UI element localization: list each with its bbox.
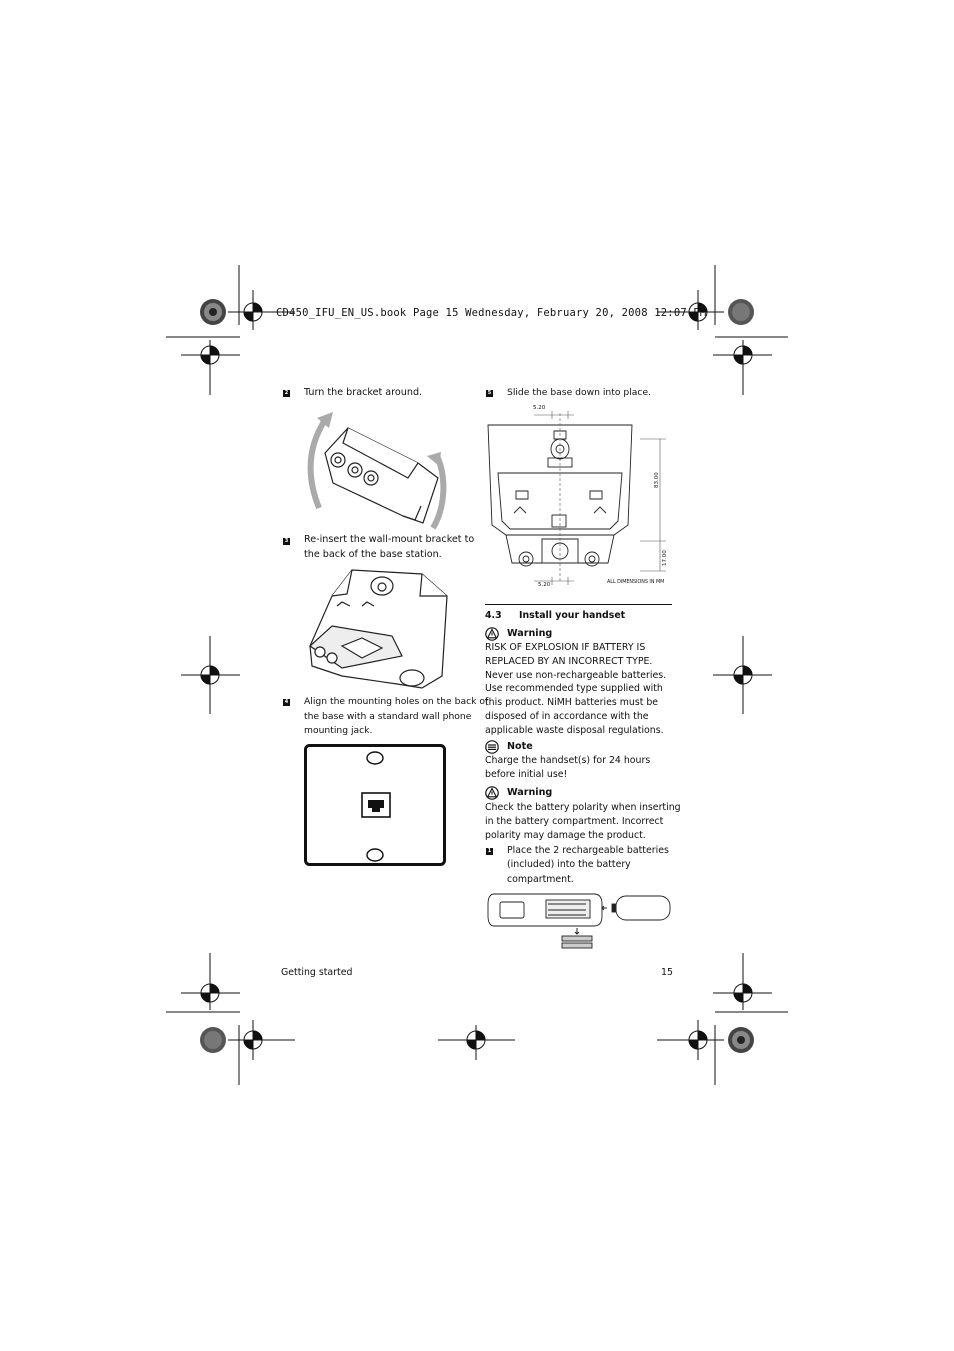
step-3-line-1: Re-insert the wall-mount bracket to xyxy=(304,534,475,545)
dimension-note: ALL DIMENSIONS IN MM xyxy=(607,580,665,585)
warning-1-line: Never use non-rechargeable batteries. xyxy=(485,669,667,681)
step-1-text xyxy=(507,844,669,887)
dim-bottom-label: 5.20 xyxy=(538,582,551,588)
step-4-line-1: Align the mounting holes on the back of xyxy=(304,696,489,707)
warning-1-line: REPLACED BY AN INCORRECT TYPE. xyxy=(485,655,653,667)
note-title: Note xyxy=(507,741,533,752)
warning-icon xyxy=(485,627,499,641)
dim-top-label: 5.20 xyxy=(533,405,546,411)
warning-1-line: applicable waste disposal regulations. xyxy=(485,724,664,736)
section-number: 4.3 xyxy=(485,610,502,621)
section-rule xyxy=(485,604,672,605)
note-icon xyxy=(485,740,499,754)
warning-2-line: in the battery compartment. Incorrect xyxy=(485,815,664,827)
step-3-line-2: the back of the base station. xyxy=(304,548,442,560)
wall-jack-illustration xyxy=(304,744,446,866)
warning-2-line: polarity may damage the product. xyxy=(485,829,646,841)
warning-1-line: this product. NiMH batteries must be xyxy=(485,697,659,709)
warning-1-line: disposed of in accordance with the xyxy=(485,710,649,722)
warning-2-body xyxy=(485,801,681,842)
step-4-number: 4 xyxy=(284,699,289,705)
warning-2-line: Check the battery polarity when inserting xyxy=(485,802,681,813)
warning-1-line: Use recommended type supplied with xyxy=(485,683,663,695)
step-4-line-2: the base with a standard wall phone xyxy=(304,710,472,722)
section-title: Install your handset xyxy=(519,610,626,621)
note-body xyxy=(485,754,650,782)
step-1-line: (included) into the battery xyxy=(507,859,631,871)
dim-lower-label: 17.00 xyxy=(662,550,668,566)
warning-1-line: RISK OF EXPLOSION IF BATTERY IS xyxy=(485,642,646,653)
base-reinsert-illustration xyxy=(302,566,452,691)
note-line: before initial use! xyxy=(485,768,568,780)
step-4-text xyxy=(304,695,488,739)
page-number: 15 xyxy=(661,967,673,978)
note-line: Charge the handset(s) for 24 hours xyxy=(485,755,651,766)
step-4-line-3: mounting jack. xyxy=(304,725,373,736)
base-dimension-diagram xyxy=(486,403,676,588)
step-5-text: Slide the base down into place. xyxy=(507,387,652,398)
warning-1-body xyxy=(485,641,666,738)
step-3-text xyxy=(304,533,474,562)
warning-2-title: Warning xyxy=(507,787,553,798)
step-1-number: 1 xyxy=(487,848,492,854)
warning-icon xyxy=(485,786,499,800)
header-file-info: CD450_IFU_EN_US.book Page 15 Wednesday, February 20, 2008 12:07 PM xyxy=(276,307,707,319)
step-1-line: compartment. xyxy=(507,873,574,885)
step-5-number: 5 xyxy=(487,390,492,396)
step-1-line: Place the 2 rechargeable batteries xyxy=(507,845,669,856)
bracket-turn-illustration xyxy=(303,408,453,538)
footer-section-name: Getting started xyxy=(281,967,353,978)
warning-1-title: Warning xyxy=(507,628,553,639)
battery-compartment-illustration xyxy=(486,890,674,952)
dim-height-label: 83.00 xyxy=(654,472,660,488)
step-2-text: Turn the bracket around. xyxy=(304,387,423,398)
step-3-number: 3 xyxy=(284,538,289,544)
step-2-number: 2 xyxy=(284,390,289,396)
